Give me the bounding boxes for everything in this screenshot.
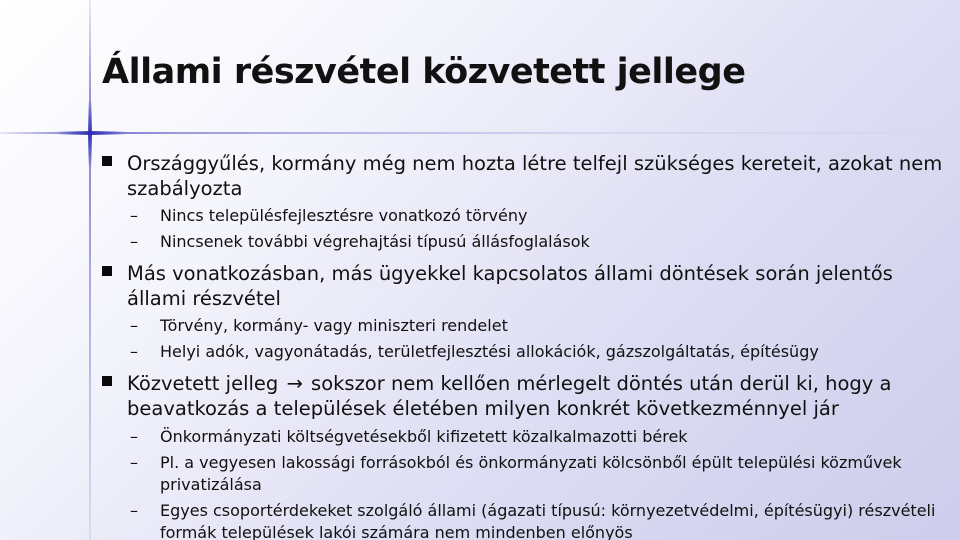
- sub-bullet-text: Nincsenek további végrehajtási típusú állásfoglalások: [160, 232, 590, 251]
- sub-bullet-text: Pl. a vegyesen lakossági forrásokból és önkormányzati kölcsönből épült települési közművek privatizálása: [160, 453, 902, 494]
- dash-marker: –: [130, 427, 138, 446]
- sub-bullet: [130, 500, 950, 540]
- dash-marker: –: [130, 232, 138, 251]
- dash-marker: –: [130, 342, 138, 361]
- sub-bullet: [130, 341, 950, 363]
- bullet-square-icon: [102, 376, 112, 386]
- dash-marker: –: [130, 206, 138, 225]
- bullet-text: [127, 371, 957, 421]
- sub-bullet: [130, 231, 950, 253]
- bullet-text: Más vonatkozásban, más ügyekkel kapcsolatos állami döntések során jelentős állami részvétel: [127, 262, 893, 310]
- sub-bullet-text: Helyi adók, vagyonátadás, területfejlesztési allokációk, gázszolgáltatás, építésügy: [160, 342, 819, 361]
- dash-marker: –: [130, 316, 138, 335]
- sub-bullet: [130, 315, 950, 337]
- sub-bullet: [130, 205, 950, 227]
- dash-marker: –: [130, 453, 138, 472]
- sub-bullet-text: Törvény, kormány- vagy miniszteri rendelet: [160, 316, 508, 335]
- bullet-square-icon: [102, 156, 112, 166]
- sub-bullet-text: Nincs településfejlesztésre vonatkozó törvény: [160, 206, 528, 225]
- bullet-square-icon: [102, 266, 112, 276]
- bullet-text: Országgyűlés, kormány még nem hozta létre telfejl szükséges kereteit, azokat nem szabályozta: [127, 152, 943, 200]
- bullet-text-before-arrow: Közvetett jelleg: [127, 372, 279, 395]
- sub-bullet-text: Egyes csoportérdekeket szolgáló állami (ágazati típusú: környezetvédelmi, építésügyi) részvételi formák települések lakói számára nem mindenben előnyös: [160, 501, 936, 540]
- dash-marker: –: [130, 501, 138, 520]
- arrow-right-icon: →: [286, 372, 303, 395]
- sub-bullet: [130, 426, 950, 448]
- sub-bullet-text: Önkormányzati költségvetésekből kifizetett közalkalmazotti bérek: [160, 427, 688, 446]
- sub-bullet: [130, 452, 950, 496]
- slide-title: Állami részvétel közvetett jellege: [102, 52, 746, 92]
- bullet-text-after-arrow: sokszor nem kellően mérlegelt döntés után derül ki, hogy a beavatkozás a települések életében milyen konkrét következménnyel jár: [127, 372, 892, 420]
